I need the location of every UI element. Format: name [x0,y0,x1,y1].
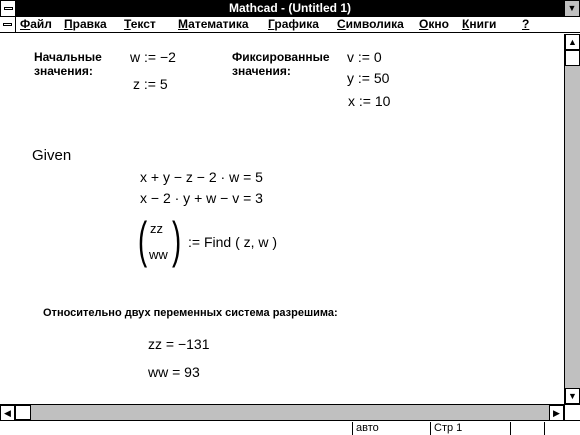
menu-symbolics-label: имволика [345,17,404,31]
status-bar [0,420,580,435]
arrow-right-icon: ▶ [553,407,560,418]
worksheet[interactable] [0,34,564,404]
scroll-right-button[interactable] [549,405,564,421]
menu-math-label: атематика [188,17,249,31]
system-menu-icon [4,7,13,10]
z-definition[interactable]: z := 5 [133,76,168,92]
ww-result[interactable]: ww = 93 [148,364,200,380]
zz-result[interactable]: zz = −131 [148,336,210,352]
title-bar [0,0,580,17]
equation-2[interactable]: x − 2 · y + w − v = 3 [140,190,263,206]
menu-window-label: кно [428,17,449,31]
equation-1[interactable]: x + y − z − 2 · w = 5 [140,169,263,185]
menu-graphics-accel: Г [268,17,275,31]
menu-help[interactable] [522,17,529,32]
vertical-scrollbar[interactable] [564,34,580,404]
menu-bar [0,17,580,33]
left-paren: ( [138,212,148,268]
menu-books[interactable] [462,17,496,32]
triangle-down-icon: ▼ [567,3,577,13]
horizontal-scrollbar[interactable] [0,404,564,420]
x-definition[interactable]: x := 10 [348,93,391,109]
menu-file[interactable] [20,17,52,32]
window-title: Mathcad - (Untitled 1) [229,1,351,15]
arrow-down-icon: ▼ [568,390,577,401]
system-menu-button[interactable] [0,0,16,17]
scrollbar-corner [564,404,580,420]
solution-vector[interactable] [138,212,188,268]
scroll-down-button[interactable] [565,388,580,404]
document-system-menu-button[interactable] [0,17,16,32]
given-keyword[interactable]: Given [32,147,72,164]
status-page: Стр 1 [430,422,510,435]
y-definition[interactable]: y := 50 [347,70,390,86]
menu-window[interactable] [419,17,449,32]
w-definition[interactable]: w := −2 [130,49,176,65]
status-cell-empty-2 [544,422,580,435]
menu-edit[interactable] [64,17,107,32]
minimize-button[interactable] [564,0,580,17]
menu-text[interactable] [124,17,156,32]
menu-math-accel: М [178,17,189,31]
menu-graphics-label: рафика [274,17,319,31]
menu-books-label: ниги [469,17,497,31]
menu-graphics[interactable] [268,17,319,32]
menu-file-label: айл [30,17,52,31]
vector-top: zz [150,221,163,236]
menu-books-accel: К [462,17,470,31]
initial-values-label-line2: значения: [34,64,93,78]
v-definition[interactable]: v := 0 [347,49,382,65]
menu-text-label: екст [130,17,156,31]
menu-window-accel: О [419,17,429,31]
arrow-up-icon: ▲ [568,36,577,47]
menu-help-accel: ? [522,17,530,31]
menu-symbolics[interactable] [337,17,404,32]
scroll-left-button[interactable] [0,405,15,421]
menu-symbolics-accel: С [337,17,346,31]
horizontal-scroll-thumb[interactable] [15,405,31,420]
status-mode: авто [352,422,430,435]
document-menu-icon [3,23,12,26]
status-cell-empty-1 [510,422,544,435]
menu-math[interactable] [178,17,249,32]
vector-bottom: ww [149,247,168,262]
menu-edit-accel: П [64,17,73,31]
vertical-scroll-thumb[interactable] [565,50,580,66]
right-paren: ) [172,212,182,268]
result-comment: Относительно двух переменных система разрешима: [43,307,338,319]
menu-file-accel: Ф [20,17,31,31]
fixed-values-label-line2: значения: [232,64,291,78]
initial-values-label-line1: Начальные [34,50,102,64]
arrow-left-icon: ◀ [4,407,11,418]
scroll-up-button[interactable] [565,34,580,50]
menu-text-accel: Т [124,17,131,31]
menu-edit-label: равка [72,17,107,31]
find-expression[interactable]: := Find ( z, w ) [188,234,278,250]
fixed-values-label-line1: Фиксированные [232,50,330,64]
